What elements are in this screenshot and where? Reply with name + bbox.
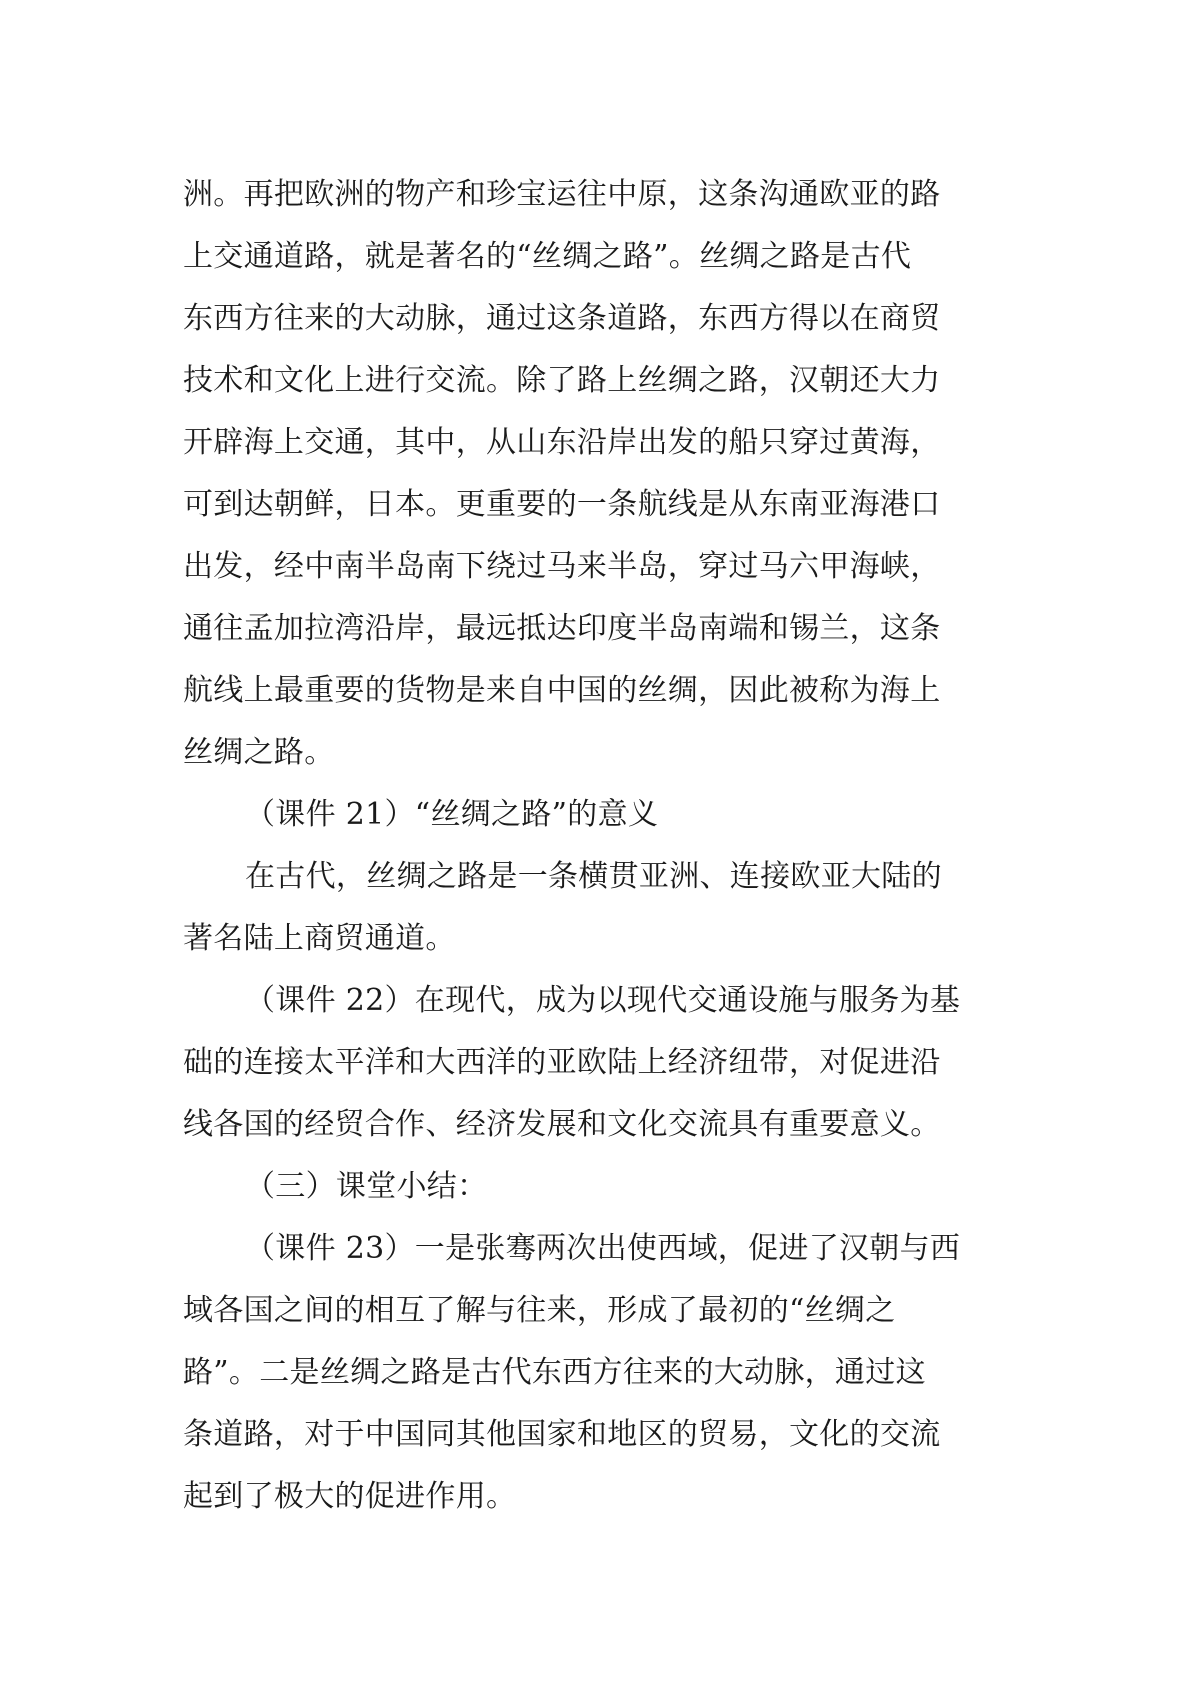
text-line: 技术和文化上进行交流。除了路上丝绸之路，汉朝还大力 xyxy=(183,363,941,398)
paragraph-ancient-meaning xyxy=(183,846,1023,970)
text-line: 础的连接太平洋和大西洋的亚欧陆上经济纽带，对促进沿 xyxy=(183,1045,941,1080)
text-line: 起到了极大的促进作用。 xyxy=(183,1479,517,1514)
text-line: 线各国的经贸合作、经济发展和文化交流具有重要意义。 xyxy=(183,1107,941,1142)
text-line: 开辟海上交通，其中，从山东沿岸出发的船只穿过黄海， xyxy=(183,425,941,460)
paragraph-summary xyxy=(183,1218,1023,1528)
text-line: 出发，经中南半岛南下绕过马来半岛，穿过马六甲海峡， xyxy=(183,549,941,584)
text-line: 可到达朝鲜，日本。更重要的一条航线是从东南亚海港口 xyxy=(183,487,941,522)
text-line: 条道路，对于中国同其他国家和地区的贸易，文化的交流 xyxy=(183,1417,941,1452)
text-line: 著名陆上商贸通道。 xyxy=(183,921,456,956)
text-line: 域各国之间的相互了解与往来，形成了最初的“丝绸之 xyxy=(183,1293,896,1328)
text-line: 洲。再把欧洲的物产和珍宝运往中原，这条沟通欧亚的路 xyxy=(183,177,941,212)
section-heading-courseware-21 xyxy=(183,784,1023,846)
paragraph-modern-meaning xyxy=(183,970,1023,1156)
text-line: 路”。二是丝绸之路是古代东西方往来的大动脉，通过这 xyxy=(183,1355,926,1390)
text-line: 通往孟加拉湾沿岸，最远抵达印度半岛南端和锡兰，这条 xyxy=(183,611,941,646)
text-line: （课件 23）一是张骞两次出使西域，促进了汉朝与西 xyxy=(245,1231,961,1266)
text-line: 东西方往来的大动脉，通过这条道路，东西方得以在商贸 xyxy=(183,301,941,336)
paragraph-silk-road-history xyxy=(183,164,1023,784)
text-line: （课件 22）在现代，成为以现代交通设施与服务为基 xyxy=(245,983,961,1018)
heading-line: （课件 21）“丝绸之路”的意义 xyxy=(245,797,659,832)
text-line: 上交通道路，就是著名的“丝绸之路”。丝绸之路是古代 xyxy=(183,239,912,274)
section-heading-class-summary xyxy=(183,1156,1023,1218)
text-line: 航线上最重要的货物是来自中国的丝绸，因此被称为海上 xyxy=(183,673,941,708)
document-body xyxy=(183,164,1023,1528)
heading-line: （三）课堂小结： xyxy=(245,1169,488,1204)
text-line: 丝绸之路。 xyxy=(183,735,335,770)
text-line: 在古代，丝绸之路是一条横贯亚洲、连接欧亚大陆的 xyxy=(245,859,942,894)
